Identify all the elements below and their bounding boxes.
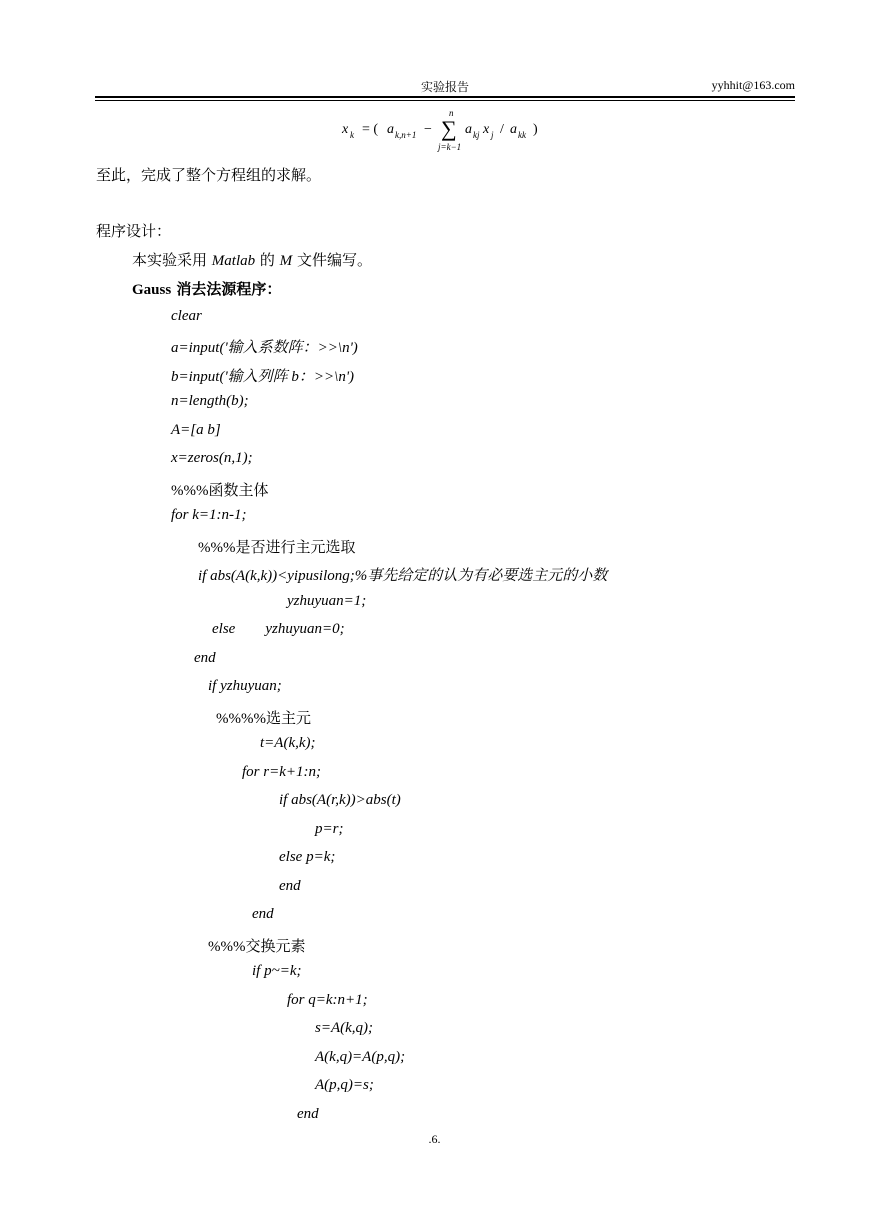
code-line: else p=k; [279, 849, 336, 865]
code-line: clear [171, 308, 202, 324]
code-line: for k=1:n-1; [171, 507, 247, 523]
code-line: b=input('输入列阵 b：>>\n') [171, 369, 355, 385]
code-line: A=[a b] [171, 422, 221, 438]
page-number: .6. [428, 1132, 441, 1146]
code-line: end [252, 906, 274, 922]
formula-close: ) [533, 122, 538, 137]
formula-div: / [500, 122, 504, 137]
section-title: 程序设计： [96, 222, 172, 240]
intro-paragraph [132, 249, 372, 270]
gauss-subheading [132, 278, 281, 299]
formula-a2: a [465, 122, 472, 137]
conclusion-text: 至此，完成了整个方程组的求解。 [96, 166, 322, 184]
code-comment: %%%是否进行主元选取 [198, 540, 356, 556]
formula-eq: = ( [362, 122, 379, 137]
formula-a3-sub: kk [518, 130, 526, 140]
code-line: A(p,q)=s; [315, 1077, 374, 1093]
code-line: if abs(A(k,k))<yipusilong;%事先给定的认为有必要选主元的小数 [198, 568, 608, 584]
code-comment: %%%%选主元 [216, 711, 311, 727]
code-line: end [194, 650, 216, 666]
code-line: n=length(b); [171, 393, 249, 409]
header-title: 实验报告 [420, 80, 469, 94]
gauss-subheading-rest: 消去法源程序： [171, 280, 282, 298]
formula-lhs-sub: k [350, 130, 354, 140]
intro-pre: 本实验采用 [132, 251, 212, 269]
code-line: if abs(A(r,k))>abs(t) [279, 792, 401, 808]
intro-mid: 的 [255, 251, 280, 269]
code-line: s=A(k,q); [315, 1020, 374, 1036]
formula-sum-upper: n [449, 108, 454, 118]
code-line: A(k,q)=A(p,q); [315, 1049, 406, 1065]
formula-a3: a [510, 122, 517, 137]
code-line: t=A(k,k); [260, 735, 316, 751]
header-rule-thin [95, 100, 795, 101]
back-substitution-formula [342, 108, 562, 154]
code-line: yzhuyuan=1; [287, 593, 367, 609]
formula-a1-sub: k,n+1 [395, 130, 417, 140]
code-line: for r=k+1:n; [242, 764, 321, 780]
code-line: x=zeros(n,1); [171, 450, 253, 466]
formula-sum-lower: j=k−1 [438, 142, 462, 152]
code-line: end [297, 1106, 319, 1122]
formula-a2-sub: kj [473, 130, 480, 140]
formula-x2: x [483, 122, 490, 137]
code-comment: %%%交换元素 [208, 939, 306, 955]
code-line: p=r; [315, 821, 344, 837]
code-comment: %%%函数主体 [171, 483, 269, 499]
code-line: else yzhuyuan=0; [212, 621, 345, 637]
formula-lhs: x [342, 122, 349, 137]
formula-sum-sign: ∑ [441, 116, 457, 141]
formula-a1: a [387, 122, 394, 137]
code-line: for q=k:n+1; [287, 992, 368, 1008]
formula-x2-sub: j [491, 130, 494, 140]
code-line: end [279, 878, 301, 894]
code-line: if yzhuyuan; [208, 678, 282, 694]
page-header [95, 78, 795, 98]
intro-matlab: Matlab [211, 253, 256, 269]
code-line: if p~=k; [252, 963, 302, 979]
code-line: a=input('输入系数阵：>>\n') [171, 340, 358, 356]
formula-minus: − [424, 122, 432, 137]
header-rule-thick [95, 96, 795, 98]
intro-post: 文件编写。 [292, 251, 372, 269]
header-email: yyhhit@163.com [711, 78, 795, 92]
gauss-word: Gauss [132, 282, 172, 298]
intro-m: M [279, 253, 293, 269]
